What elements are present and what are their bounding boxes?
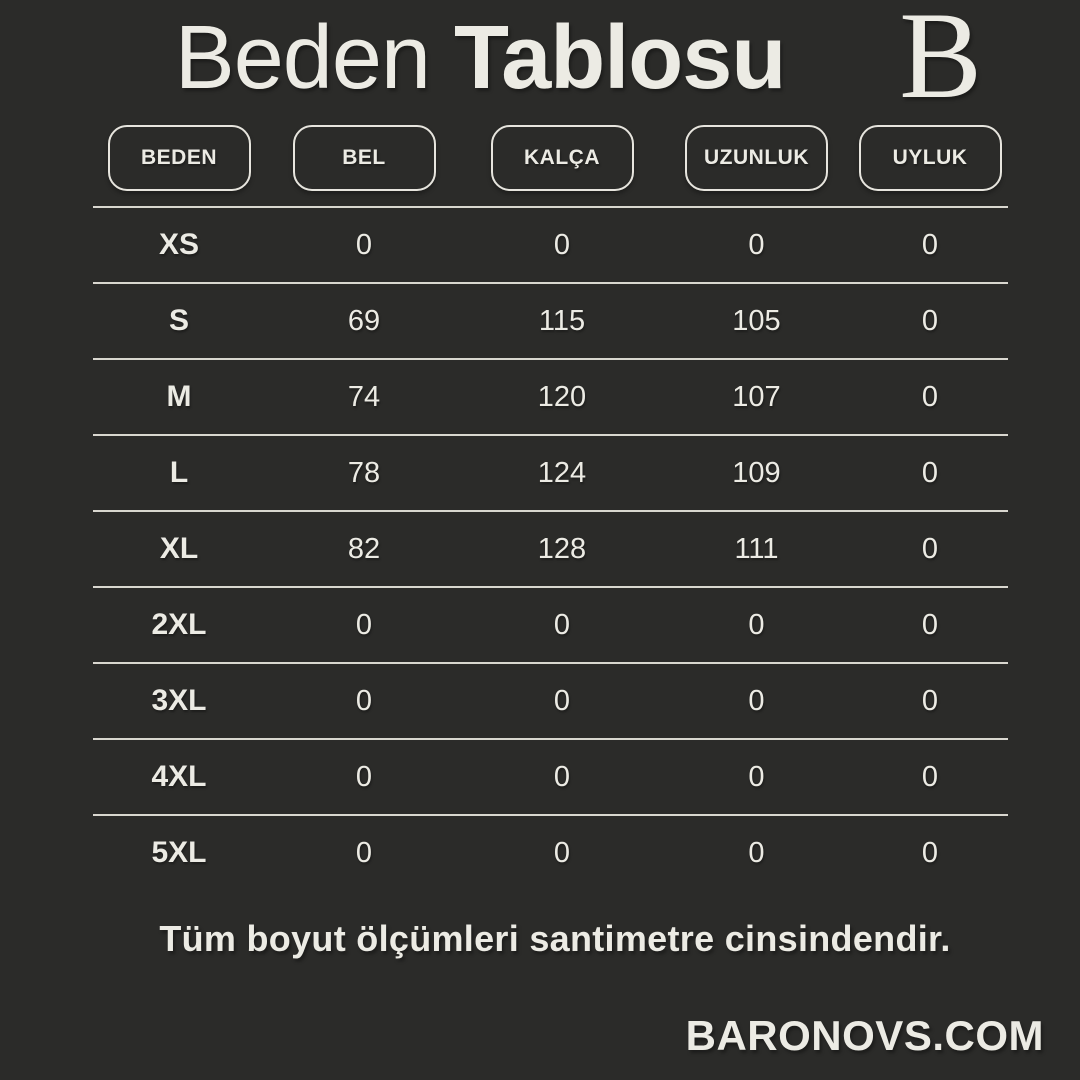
size-label: L <box>169 456 189 489</box>
measure-value: 0 <box>921 532 939 565</box>
measure-value: 124 <box>537 456 587 489</box>
column-header-uyluk: UYLUK <box>859 125 1002 191</box>
column-header-kalca: KALÇA <box>491 125 634 191</box>
measure-value: 0 <box>921 760 939 793</box>
brand-logo-letter: B <box>899 0 982 124</box>
measure-value: 128 <box>537 532 587 565</box>
table-row <box>93 586 1008 662</box>
measure-value: 115 <box>538 304 586 337</box>
measure-value: 0 <box>921 228 939 261</box>
measure-value: 0 <box>553 228 571 261</box>
size-table <box>93 125 1008 890</box>
table-row <box>93 358 1008 434</box>
size-label: S <box>168 304 189 337</box>
measure-value: 0 <box>355 228 373 261</box>
measure-value: 0 <box>921 380 939 413</box>
size-label: 2XL <box>151 608 207 641</box>
size-label: 4XL <box>151 760 207 793</box>
size-label: XL <box>159 532 199 565</box>
measure-value: 109 <box>732 456 781 489</box>
brand-website: BARONOVS.COM <box>685 1012 1044 1059</box>
size-label: XS <box>158 228 200 261</box>
measure-value: 0 <box>553 684 571 717</box>
measure-value: 0 <box>355 608 373 641</box>
table-row <box>93 814 1008 890</box>
measure-value: 0 <box>921 304 939 337</box>
page-title-bold: Tablosu <box>453 8 786 108</box>
measure-value: 120 <box>537 380 587 413</box>
table-row <box>93 662 1008 738</box>
column-header-uzunluk: UZUNLUK <box>685 125 828 191</box>
table-body <box>93 206 1008 890</box>
measure-value: 0 <box>921 608 939 641</box>
table-row <box>93 434 1008 510</box>
column-header-bel: BEL <box>293 125 436 191</box>
measure-value: 0 <box>355 760 373 793</box>
size-label: M <box>166 380 192 413</box>
measure-value: 0 <box>748 760 765 793</box>
units-note: Tüm boyut ölçümleri santimetre cinsindendir. <box>159 918 951 959</box>
size-label: 3XL <box>151 684 207 717</box>
measure-value: 74 <box>347 380 381 413</box>
measure-value: 0 <box>748 684 765 717</box>
measure-value: 69 <box>347 304 381 337</box>
measure-value: 111 <box>734 532 779 565</box>
table-row <box>93 510 1008 586</box>
table-row <box>93 282 1008 358</box>
measure-value: 0 <box>748 836 765 869</box>
measure-value: 82 <box>347 532 381 565</box>
measure-value: 0 <box>921 836 939 869</box>
measure-value: 107 <box>732 380 781 413</box>
measure-value: 78 <box>347 456 381 489</box>
size-label: 5XL <box>151 836 207 869</box>
table-header-row <box>93 125 1008 191</box>
measure-value: 0 <box>921 684 939 717</box>
measure-value: 0 <box>553 760 571 793</box>
measure-value: 0 <box>748 228 765 261</box>
page-title <box>60 6 900 110</box>
column-header-beden: BEDEN <box>108 125 251 191</box>
measure-value: 0 <box>921 456 939 489</box>
measure-value: 0 <box>553 608 571 641</box>
measure-value: 105 <box>732 304 781 337</box>
table-row <box>93 738 1008 814</box>
measure-value: 0 <box>355 684 373 717</box>
measure-value: 0 <box>553 836 571 869</box>
page-title-light: Beden <box>174 8 430 108</box>
measure-value: 0 <box>748 608 765 641</box>
measure-value: 0 <box>355 836 373 869</box>
table-row <box>93 206 1008 282</box>
